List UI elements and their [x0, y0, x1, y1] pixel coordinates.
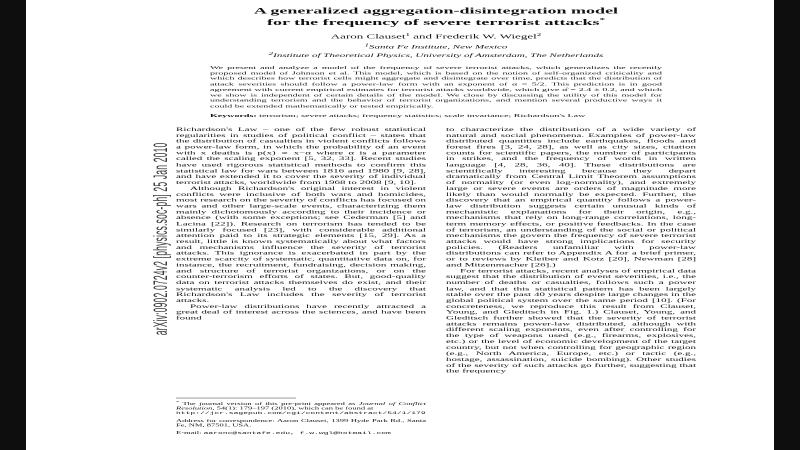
affiliations	[176, 42, 696, 59]
affiliation-1	[176, 42, 696, 50]
right-column	[446, 127, 696, 438]
author-1: Aaron Clauset	[330, 32, 406, 40]
left-column	[176, 127, 426, 438]
footnote-address: Address for correspondence: Aaron Clauset, 1399 Hyde Park Rd., Santa Fe, NM, 87501, USA.	[176, 418, 426, 428]
two-column-body	[176, 127, 696, 438]
paragraph: For terrorist attacks, recent analyses of empirical data suggest that the distribution of event severities, i.e., the number of deaths or casualties, follows such a power law, and that this statistical pattern has been largely stable over the past 40 years despite large changes in the global political system over the same period [10]. (For concreteness, we reproduce this result from Clauset, Young, and Gleditsch in Fig. 1.) Clauset, Young, and Gleditsch further showed that the severity of terrorist attacks remains power-law distributed, although with different scaling exponents, even after controlling for the type of weapons used (e.g., firearms, explosives, etc.) or the level of economic development of the target country, but not when controlling for geographic region (e.g., North America, Europe, etc.) or tactic (e.g., hostage, assassination, suicide bombing). Other studies of the severity of such attacks go further, suggesting that the frequency	[446, 268, 696, 374]
footnote-journal-prefix: The journal version of this pre-print appeared as	[179, 401, 359, 406]
email-label: E-mail:	[176, 430, 204, 435]
paper-title-line1: A generalized aggregation-disintegration model	[253, 6, 619, 16]
author-2: Frederik W. Wiegel	[435, 32, 537, 40]
authors-line	[176, 32, 696, 40]
email-link[interactable]: aaronc@santafe.edu, f.w.wgl@hotmail.com	[203, 430, 391, 435]
paper-page	[26, 0, 774, 450]
footnote-email	[176, 430, 426, 436]
footnote-block	[176, 398, 426, 438]
author-2-affil-mark: 2	[536, 32, 542, 37]
affiliation-2	[176, 50, 696, 58]
affiliation-2-mark: 2	[268, 51, 274, 56]
arxiv-watermark: arXiv:0902.0724v2 [physics.soc-ph] 25 Jan 2010	[151, 142, 172, 336]
paragraph: to characterize the distribution of a wide variety of natural and social phenomena. Examples of power-law distributed quantities include earthquakes, floods and forest fires [3, 24, 28], as well as city sizes, citation counts for scientific papers, the number of participants in strikes, and the frequency of words in written language [4, 28, 36, 40]. These distributions are scientifically interesting because they depart dramatically from Central Limit Theorem assumptions of normality (or even log-normality), and extremely large or severe events are orders of magnitude more likely than would normally be expected. Further, the discovery that an empirical quantity follows a power-law distribution suggests certain unusual kinds of mechanistic explanations for their origin, e.g., mechanisms that rely on long-range correlations, long-term memory effects, or positive feedbacks. In the case of terrorism, an understanding of the social or political mechanisms the govern the frequency of severe terrorist attacks would have strong implications for security policies. (Readers unfamiliar with power-law distributions can refer to Appendix A for a brief primer, or to reviews by Kleiber and Kotz [20], Newman [28] and Mitzenmacher [26].)	[446, 126, 696, 268]
abstract: We present and analyze a model of the frequency of severe terrorist attacks, which generalizes the recently proposed model of Johnson et al. This model, which is based on the notion of self-organized criticality and which describes how terrorist cells might aggregate and disintegrate over time, predicts that the distribution of attack severities should follow a power-law form with an exponent of α = 5/2. This prediction is in good agreement with current empirical estimates for terrorist attacks worldwide, which give α̂ = 2.4 ± 0.2, and which we show is independent of certain details of the model. We close by discussing the utility of this model for understanding terrorism and the behavior of terrorist organizations, and mention several productive ways it could be extended mathematically or tested empirically.	[210, 65, 662, 109]
keywords-line	[210, 113, 662, 118]
paragraph: Richardson's Law – one of the few robust statistical regularities in studies of political conflict – states that the distribution of casualties in violent conflicts follows a power-law form, in which the probability of an event with x deaths is p(x) ∝ x−α where α is a parameter called the scaling exponent [5, 32, 33]. Recent studies have used rigorous statistical methods to confirm this statistical law for wars between 1816 and 1980 [9, 28], and have extended it to cover the severity of individual terrorist attacks, worldwide from 1968 to 2008 [9, 10].	[176, 126, 426, 186]
paragraph: Although Richardson's original interest in violent conflicts were inclusive of both wars and homicides, most research on the severity of conflicts has focused on wars and other large-scale events, characterizing them mainly dichotomously according to their incidence or absence (with some exceptions; see Cederman [5] and Lacina [22]). Research on terrorism has tended to be similarly focused [23], with considerable additional attention paid to its strategic elements [15, 29]. As a result, little is known systematically about what factors and mechanisms influence the severity of terrorist attacks. This ignorance is exacerbated in part by the extreme scarcity of systematic, quantitative data on, for instance, the recruitment, fundraising, decision making, and structure of terrorist organizations, or on the counter-terrorism efforts of states. But, good-quality data on terrorist attacks themselves do exist, and their systematic analysis led to the discovery that Richardson's Law includes the severity of terrorist attacks.	[176, 185, 426, 304]
paper-page-inner	[26, 0, 774, 450]
footnote-journal	[176, 400, 426, 416]
affiliation-2-text: Institute of Theoretical Physics, University of Amsterdam, The Netherlands	[273, 52, 604, 59]
journal-url-link[interactable]: http://jcr.sagepub.com/cgi/content/abstract/54/1/179	[176, 411, 426, 416]
paper-title-line2: for the frequency of severe terrorist attacks	[266, 17, 600, 27]
paper-content	[176, 0, 696, 438]
paragraph: Power-law distributions have recently attracted a great deal of interest across the sciences, and have been found	[176, 303, 426, 321]
journal-name: Journal of Conflict Resolution	[176, 401, 426, 411]
keywords-label: Keywords:	[210, 113, 257, 119]
affiliation-1-mark: 1	[364, 42, 370, 48]
title-footnote-mark: *	[599, 17, 606, 23]
keywords-text: terrorism; severe attacks; frequency statistics; scale invariance; Richardson's Law	[256, 113, 586, 119]
affiliation-1-text: Santa Fe Institute, New Mexico	[369, 44, 508, 50]
paper-title	[176, 6, 696, 27]
author-1-affil-mark: 1	[405, 32, 411, 37]
footnote-marker: *	[176, 400, 180, 404]
authors-conjunction: and	[410, 32, 436, 40]
footnote-journal-suffix: , 54(1): 179–197 (2010), which can be found at	[212, 405, 374, 411]
